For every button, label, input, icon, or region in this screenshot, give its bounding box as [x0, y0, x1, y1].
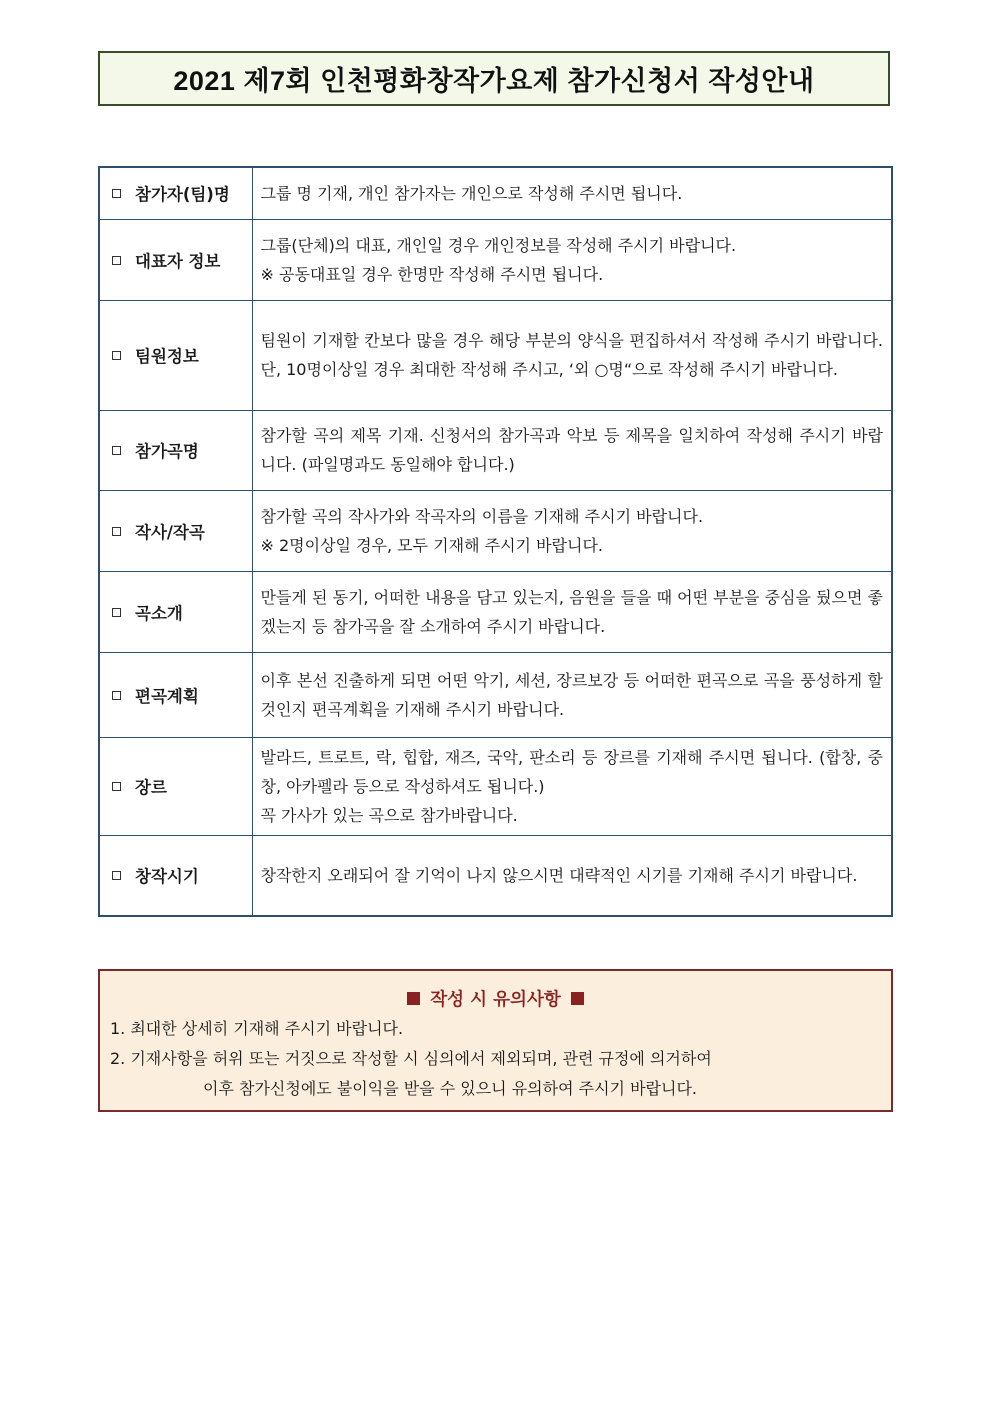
checkbox-square-icon: [112, 871, 121, 880]
caution-item-1: 1. 최대한 상세히 기재해 주시기 바랍니다.: [110, 1019, 404, 1038]
row-description: [252, 737, 892, 835]
row-text: 창작한지 오래되어 잘 기억이 나지 않으시면 대략적인 시기를 기재해 주시기 바랍니다.: [260, 865, 858, 885]
row-description: [252, 167, 892, 219]
row-note: ※ 공동대표일 경우 한명만 작성해 주시면 됩니다.: [260, 264, 604, 284]
square-bullet-icon: [407, 992, 420, 1005]
row-note: 꼭 가사가 있는 곡으로 참가바랍니다.: [260, 805, 518, 825]
row-label: 참가자(팀)명: [135, 185, 230, 205]
row-text: 그룹 명 기재, 개인 참가자는 개인으로 작성해 주시면 됩니다.: [260, 183, 683, 203]
checkbox-square-icon: [112, 189, 121, 198]
row-description: [252, 410, 892, 490]
row-text: 참가할 곡의 작사가와 작곡자의 이름을 기재해 주시기 바랍니다.: [260, 506, 704, 526]
row-label-cell: [99, 490, 252, 571]
row-text: 이후 본선 진출하게 되면 어떤 악기, 세션, 장르보강 등 어떠한 편곡으로 곡을 풍성하게 할 것인지 편곡계획을 기재해 주시기 바랍니다.: [260, 670, 883, 719]
row-description: [252, 219, 892, 300]
document-title-box: [98, 51, 890, 106]
row-label: 장르: [135, 778, 167, 797]
table-row: [99, 835, 892, 916]
row-description: [252, 571, 892, 652]
caution-item-2: 2. 기재사항을 허위 또는 거짓으로 작성할 시 심의에서 제외되며, 관련 규정에 의거하여: [110, 1049, 712, 1068]
row-label: 편곡계획: [135, 686, 199, 706]
table-row: [99, 300, 892, 410]
row-label-cell: [99, 652, 252, 737]
row-description: [252, 490, 892, 571]
table-row: [99, 490, 892, 571]
checkbox-square-icon: [112, 527, 121, 536]
cautions-box: [98, 969, 893, 1112]
cautions-heading: [100, 986, 891, 1011]
table-row: [99, 652, 892, 737]
checkbox-square-icon: [112, 782, 121, 791]
row-text: 발라드, 트로트, 락, 힙합, 재즈, 국악, 판소리 등 장르를 기재해 주시면 됩니다. (합창, 중창, 아카펠라 등으로 작성하셔도 됩니다.): [260, 747, 883, 796]
row-note: ※ 2명이상일 경우, 모두 기재해 주시기 바랍니다.: [260, 535, 603, 555]
table-row: [99, 167, 892, 219]
row-label: 참가곡명: [135, 442, 199, 461]
row-label: 대표자 정보: [135, 251, 221, 271]
row-label: 곡소개: [135, 603, 183, 623]
row-label-cell: [99, 835, 252, 916]
row-label-cell: [99, 737, 252, 835]
row-text: 팀원이 기재할 칸보다 많을 경우 해당 부분의 양식을 편집하셔서 작성해 주시기 바랍니다. 단, 10명이상일 경우 최대한 작성해 주시고, ‘외 ○명“으로 작성해 주시기 바랍니다.: [260, 331, 883, 379]
table-row: [99, 737, 892, 835]
checkbox-square-icon: [112, 691, 121, 700]
row-label-cell: [99, 571, 252, 652]
row-label-cell: [99, 219, 252, 300]
row-text: 그룹(단체)의 대표, 개인일 경우 개인정보를 작성해 주시기 바랍니다.: [260, 235, 737, 255]
row-label-cell: [99, 410, 252, 490]
row-text: 만들게 된 동기, 어떠한 내용을 담고 있는지, 음원을 들을 때 어떤 부분을 중심을 뒀으면 좋겠는지 등 참가곡을 잘 소개하여 주시기 바랍니다.: [260, 587, 883, 636]
checkbox-square-icon: [112, 446, 121, 455]
row-text: 참가할 곡의 제목 기재. 신청서의 참가곡과 악보 등 제목을 일치하여 작성해 주시기 바랍니다. (파일명과도 동일해야 합니다.): [260, 426, 883, 474]
row-label: 작사/작곡: [135, 522, 205, 542]
row-description: [252, 300, 892, 410]
checkbox-square-icon: [112, 351, 121, 360]
checkbox-square-icon: [112, 608, 121, 617]
caution-item-2-continued: 이후 참가신청에도 불이익을 받을 수 있으니 유의하여 주시기 바랍니다.: [203, 1079, 697, 1098]
row-description: [252, 835, 892, 916]
row-label: 창작시기: [135, 867, 199, 887]
table-row: [99, 410, 892, 490]
guide-table: [98, 166, 893, 917]
cautions-title: 작성 시 유의사항: [430, 990, 561, 1010]
checkbox-square-icon: [112, 256, 121, 265]
row-label-cell: [99, 300, 252, 410]
row-label: 팀원정보: [135, 347, 199, 366]
row-label-cell: [99, 167, 252, 219]
row-description: [252, 652, 892, 737]
table-row: [99, 571, 892, 652]
square-bullet-icon: [571, 992, 584, 1005]
table-row: [99, 219, 892, 300]
document-title: 2021 제7회 인천평화창작가요제 참가신청서 작성안내: [173, 66, 815, 96]
